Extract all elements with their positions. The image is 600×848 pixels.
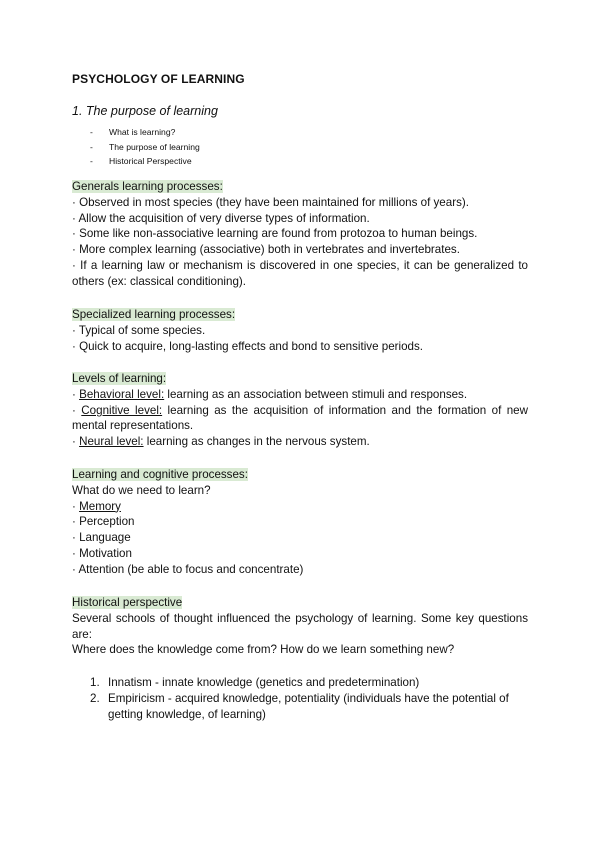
specialized-line: · Quick to acquire, long-lasting effects and bond to sensitive periods.: [72, 339, 424, 353]
document-title: PSYCHOLOGY OF LEARNING: [72, 72, 245, 86]
level-term: Behavioral level:: [79, 387, 165, 401]
level-item: · Neural level: learning as changes in the nervous system.: [72, 435, 370, 449]
historical-paragraph: Several schools of thought influenced the psychology of learning. Some key questions are:: [72, 611, 528, 641]
historical-heading: Historical perspective: [72, 596, 183, 609]
memory-term: Memory: [79, 499, 121, 513]
level-item: · Behavioral level: learning as an association between stimuli and responses.: [72, 387, 468, 401]
section-heading-purpose: 1. The purpose of learning: [72, 104, 218, 118]
topic-item: - What is learning?: [90, 125, 200, 140]
topic-item: - Historical Perspective: [90, 154, 200, 169]
purpose-topic-list: [90, 125, 200, 169]
general-learning-section: [72, 179, 528, 290]
general-line: · More complex learning (associative) both in vertebrates and invertebrates.: [72, 243, 460, 257]
levels-section: [72, 371, 528, 450]
cognitive-line: · Attention (be able to focus and concentrate): [72, 562, 304, 576]
historical-section: [72, 595, 528, 723]
general-line: · Allow the acquisition of very diverse types of information.: [72, 211, 370, 225]
general-heading: Generals learning processes:: [72, 180, 223, 193]
level-term: Cognitive level:: [81, 403, 163, 417]
cognitive-section: [72, 467, 528, 578]
specialized-line: · Typical of some species.: [72, 323, 206, 337]
cognitive-line: · Motivation: [72, 546, 132, 560]
specialized-learning-section: [72, 307, 528, 354]
cognitive-heading: Learning and cognitive processes:: [72, 468, 248, 481]
cognitive-intro: What do we need to learn?: [72, 483, 211, 497]
general-line: · If a learning law or mechanism is discovered in one species, it can be generalized to others (ex: classical conditioning).: [72, 258, 528, 288]
levels-heading: Levels of learning:: [72, 372, 167, 385]
level-item: · Cognitive level: learning as the acquisition of information and the formation of new mental representations.: [72, 403, 528, 433]
historical-question: Where does the knowledge come from? How do we learn something new?: [72, 643, 455, 657]
general-line: · Observed in most species (they have been maintained for millions of years).: [72, 195, 469, 209]
topic-item: - The purpose of learning: [90, 140, 200, 155]
historical-list: [72, 675, 528, 722]
cognitive-line: · Language: [72, 531, 131, 545]
cognitive-line: · Memory: [72, 499, 121, 513]
level-term: Neural level:: [79, 435, 144, 449]
list-item: 2. Empiricism - acquired knowledge, potentiality (individuals have the potential of getting knowledge, of learning): [90, 691, 509, 721]
list-item: 1. Innatism - innate knowledge (genetics and predetermination): [90, 676, 420, 690]
cognitive-line: · Perception: [72, 515, 135, 529]
general-line: · Some like non-associative learning are found from protozoa to human beings.: [72, 227, 478, 241]
specialized-heading: Specialized learning processes:: [72, 308, 236, 321]
